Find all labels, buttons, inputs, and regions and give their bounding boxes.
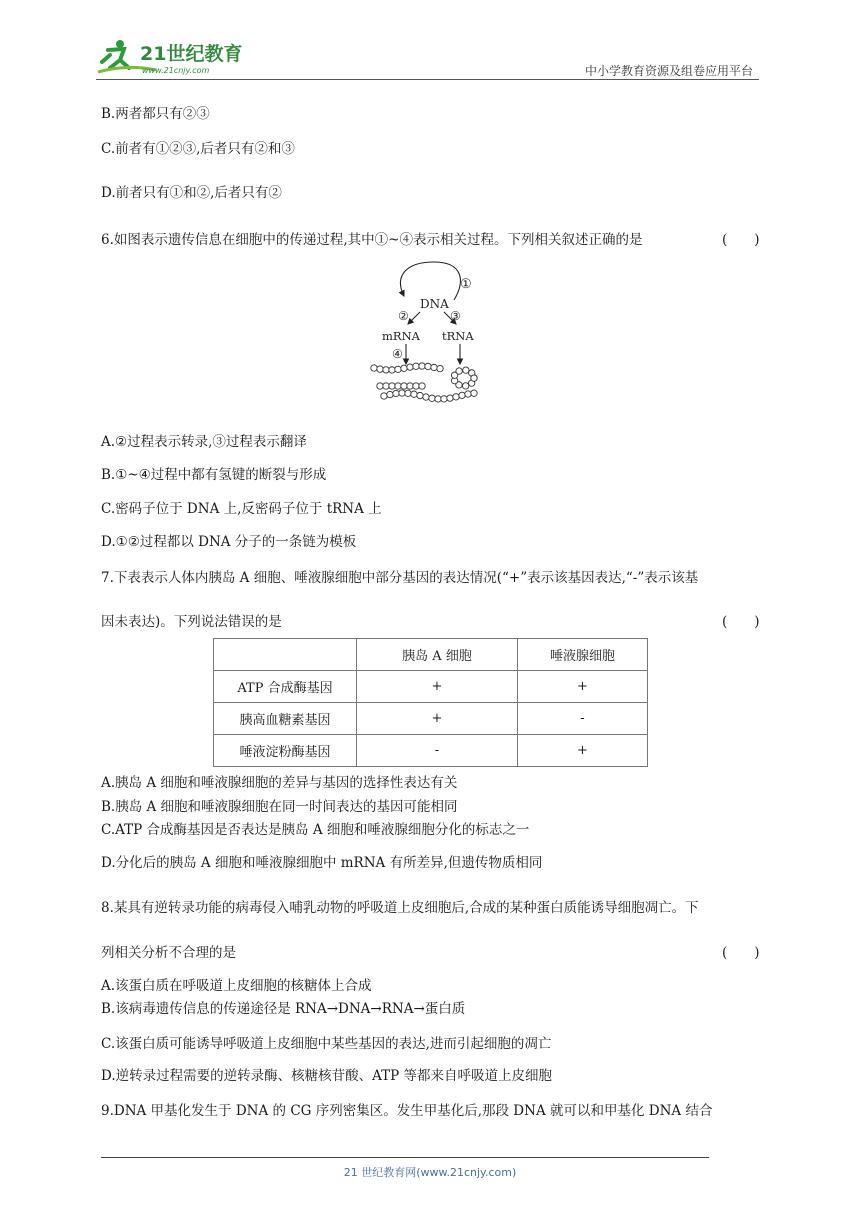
q8-option-c: C.该蛋白质可能诱导呼吸道上皮细胞中某些基因的表达,进而引起细胞的凋亡 (101, 1036, 552, 1052)
q7-option-c: C.ATP 合成酶基因是否表达是胰岛 A 细胞和唾液腺细胞分化的标志之一 (101, 822, 530, 838)
amino-acid-bead (425, 363, 431, 369)
q6-option-c: C.密码子位于 DNA 上,反密码子位于 tRNA 上 (101, 501, 382, 517)
runner-logo-icon (96, 38, 266, 78)
site-logo (96, 38, 266, 78)
dna-label: DNA (420, 297, 449, 311)
table-cell: 胰高血糖素基因 (214, 703, 357, 735)
amino-acid-bead (389, 383, 395, 389)
amino-acid-bead (419, 363, 425, 369)
table-header-cell: 唾液腺细胞 (518, 639, 648, 671)
q5-option-c: C.前者有①②③,后者只有②和③ (101, 141, 295, 157)
amino-acid-bead (435, 396, 441, 402)
amino-acid-bead (389, 367, 395, 373)
amino-acid-bead (431, 364, 437, 370)
amino-acid-bead (456, 368, 462, 374)
amino-acid-bead (405, 390, 411, 396)
amino-acid-bead (407, 383, 413, 389)
q8-option-d: D.逆转录过程需要的逆转录酶、核糖核苷酸、ATP 等都来自呼吸道上皮细胞 (101, 1068, 553, 1084)
q6-option-d: D.①②过程都以 DNA 分子的一条链为模板 (101, 534, 357, 550)
amino-acid-bead (471, 375, 477, 381)
amino-acid-bead (383, 383, 389, 389)
q7-option-a: A.胰岛 A 细胞和唾液腺细胞的差异与基因的选择性表达有关 (101, 775, 458, 791)
q8-option-a: A.该蛋白质在呼吸道上皮细胞的核糖体上合成 (101, 978, 372, 994)
amino-acid-bead (441, 396, 447, 402)
amino-acid-bead (381, 393, 387, 399)
amino-acid-bead (377, 366, 383, 372)
amino-acid-bead (419, 383, 425, 389)
footer-text: 21 世纪教育网(www.21cnjy.com) (343, 1166, 517, 1179)
svg-text:21世纪教育: 21世纪教育 (140, 43, 243, 65)
amino-acid-bead (371, 365, 377, 371)
trna-label: tRNA (442, 329, 474, 343)
gene-transfer-diagram (368, 258, 494, 416)
amino-acid-bead (393, 390, 399, 396)
q8-stem-line2: 列相关分析不合理的是 (101, 945, 236, 961)
table-header-cell: 胰岛 A 细胞 (357, 639, 518, 671)
q6-answer-paren: ( ) (722, 232, 760, 248)
svg-text:www.21cnjy.com: www.21cnjy.com (142, 66, 210, 75)
mrna-label: mRNA (382, 329, 420, 343)
q7-answer-paren: ( ) (722, 614, 760, 630)
table-row (214, 703, 648, 735)
table-header-cell (214, 639, 357, 671)
amino-acid-bead (401, 365, 407, 371)
amino-acid-bead (437, 365, 443, 371)
q5-option-d: D.前者只有①和②,后者只有② (101, 185, 282, 201)
q6-stem: 6.如图表示遗传信息在细胞中的传递过程,其中①~④表示相关过程。下列相关叙述正确的是 (101, 232, 643, 248)
table-cell: + (357, 671, 518, 703)
process-4-label: ④ (392, 347, 403, 361)
protein-chain (371, 363, 477, 402)
amino-acid-bead (423, 394, 429, 400)
replication-loop-arrow (401, 262, 461, 300)
table-header-row (214, 639, 648, 671)
amino-acid-bead (395, 383, 401, 389)
amino-acid-bead (429, 395, 435, 401)
amino-acid-bead (401, 383, 407, 389)
footer-divider (101, 1157, 709, 1158)
amino-acid-bead (463, 367, 469, 373)
amino-acid-bead (399, 390, 405, 396)
q8-stem-line1: 8.某具有逆转录功能的病毒侵入哺乳动物的呼吸道上皮细胞后,合成的某种蛋白质能诱导细胞凋亡。下 (101, 900, 699, 916)
process-3-label: ③ (450, 309, 461, 323)
table-cell: + (518, 671, 648, 703)
table-cell: - (357, 735, 518, 767)
table-cell: + (357, 703, 518, 735)
table-row (214, 735, 648, 767)
q6-option-b: B.①~④过程中都有氢键的断裂与形成 (101, 467, 327, 483)
amino-acid-bead (413, 363, 419, 369)
table-cell: 唾液淀粉酶基因 (214, 735, 357, 767)
table-cell: + (518, 735, 648, 767)
process-2-label: ② (398, 309, 409, 323)
amino-acid-bead (471, 390, 477, 396)
header-divider (96, 79, 759, 80)
amino-acid-bead (417, 392, 423, 398)
q5-option-b: B.两者都只有②③ (101, 106, 210, 122)
amino-acid-bead (387, 391, 393, 397)
table-cell: - (518, 703, 648, 735)
q7-option-b: B.胰岛 A 细胞和唾液腺细胞在同一时间表达的基因可能相同 (101, 799, 458, 815)
q7-stem-line1: 7.下表表示人体内胰岛 A 细胞、唾液腺细胞中部分基因的表达情况(“+”表示该基因表达,“-”表示该基 (101, 570, 699, 586)
amino-acid-bead (453, 394, 459, 400)
amino-acid-bead (395, 366, 401, 372)
amino-acid-bead (407, 364, 413, 370)
q8-option-b: B.该病毒遗传信息的传递途径是 RNA→DNA→RNA→蛋白质 (101, 1001, 466, 1017)
table-cell: ATP 合成酶基因 (214, 671, 357, 703)
amino-acid-bead (377, 383, 383, 389)
amino-acid-bead (413, 383, 419, 389)
q7-option-d: D.分化后的胰岛 A 细胞和唾液腺细胞中 mRNA 有所差异,但遗传物质相同 (101, 855, 543, 871)
table-row (214, 671, 648, 703)
amino-acid-bead (411, 391, 417, 397)
amino-acid-bead (462, 383, 468, 389)
q9-stem-line1: 9.DNA 甲基化发生于 DNA 的 CG 序列密集区。发生甲基化后,那段 DNA 就可以和甲基化 DNA 结合 (101, 1103, 713, 1119)
amino-acid-bead (383, 367, 389, 373)
q7-stem-line2: 因未表达)。下列说法错误的是 (101, 614, 282, 630)
q6-option-a: A.②过程表示转录,③过程表示翻译 (101, 434, 307, 450)
amino-acid-bead (459, 392, 465, 398)
transcription-arrow (408, 312, 420, 324)
process-1-label: ① (460, 277, 472, 292)
amino-acid-bead (465, 391, 471, 397)
amino-acid-bead (447, 395, 453, 401)
gene-expression-table (213, 638, 648, 767)
q8-answer-paren: ( ) (722, 945, 760, 961)
header-platform-text: 中小学教育资源及组卷应用平台 (585, 64, 754, 78)
